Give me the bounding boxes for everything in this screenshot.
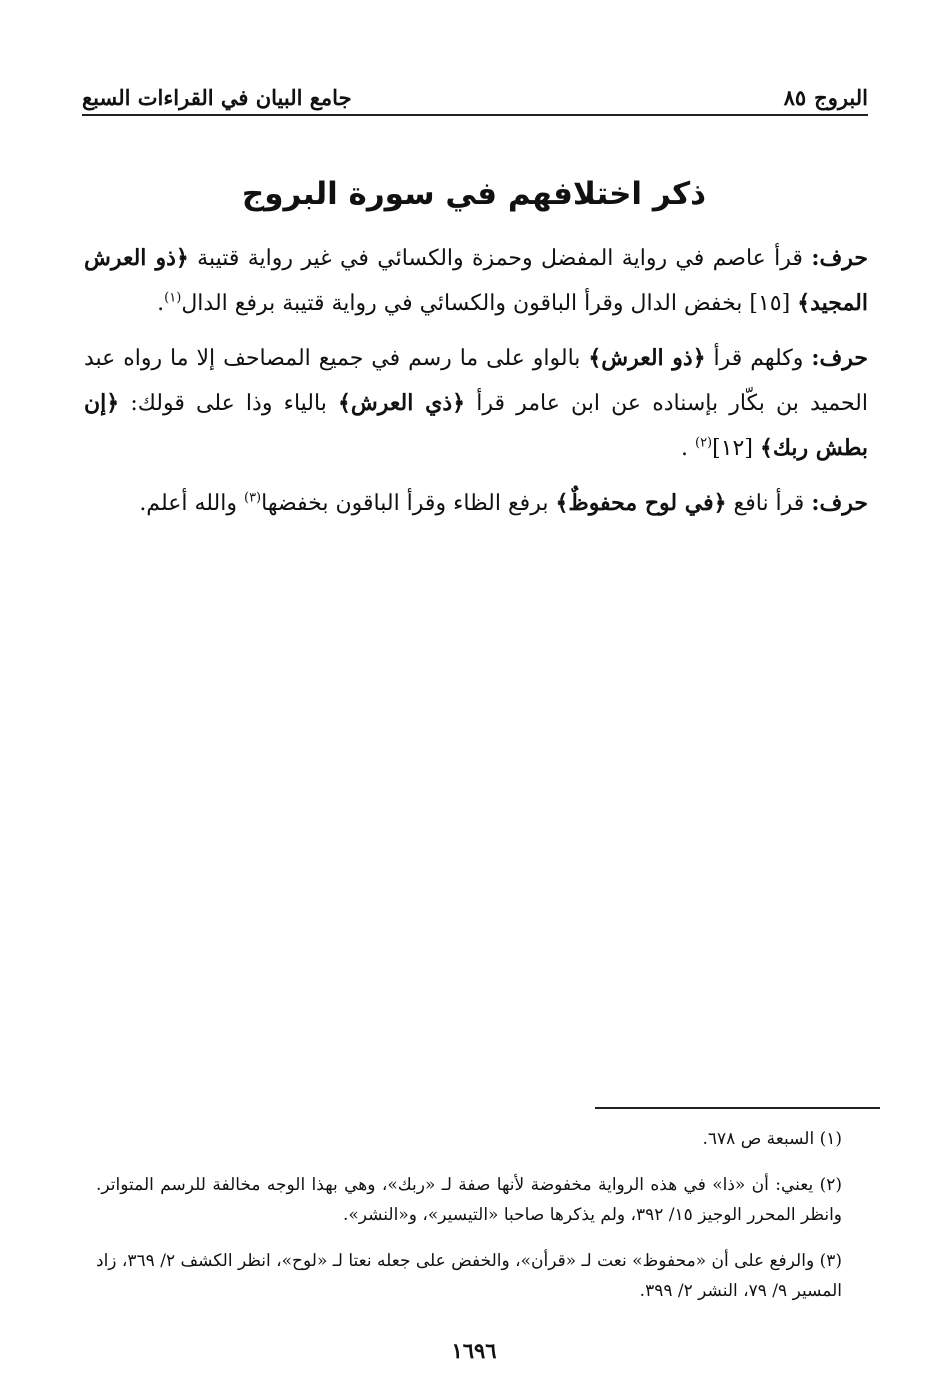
footnotes (96, 1124, 842, 1322)
header-surah-name: البروج (814, 85, 868, 110)
footnote-ref[interactable]: (٢) (694, 435, 713, 451)
paragraph-text: بالياء وذا على قولك: (119, 391, 338, 416)
paragraph-text: وكلهم قرأ (705, 346, 812, 371)
paragraph-text: . (157, 291, 165, 316)
paragraph-2 (84, 336, 868, 471)
page-number: ١٦٩٦ (451, 1338, 497, 1363)
paragraph-text: قرأ نافع (726, 491, 812, 516)
quran-quote: ﴿ذو العرش﴾ (588, 345, 706, 371)
paragraph-text: برفع الظاء وقرأ الباقون بخفضها (261, 491, 556, 516)
running-header (82, 66, 868, 116)
footnote-ref[interactable]: (٣) (243, 490, 262, 506)
footnote-divider (595, 1107, 880, 1109)
paragraph-text: [١٥] بخفض الدال وقرأ الباقون والكسائي في رواية قتيبة برفع الدال (181, 291, 798, 316)
footnote-1: (١) السبعة ص ٦٧٨. (702, 1129, 842, 1149)
quran-quote: ﴿ذي العرش﴾ (338, 390, 466, 416)
header-surah-number: ٨٥ (783, 85, 807, 110)
harf-label: حرف: (811, 345, 868, 371)
paragraph-text: بالواو على ما رسم في جميع المصاحف إلا ما رواه عبد الحميد بن بكّار بإسناده عن ابن عامر قرأ (84, 346, 868, 416)
header-book-title: جامع البيان في القراءات السبع (82, 85, 352, 110)
paragraph-text: . (680, 436, 695, 461)
header-surah (784, 85, 868, 110)
paragraph-3 (84, 481, 868, 526)
harf-label: حرف: (811, 490, 868, 516)
quran-quote: ﴿ذو العرش المجيد﴾ (84, 245, 868, 316)
footnote-3: (٣) والرفع على أن «محفوظ» نعت لـ «قرأن»، والخفض على جعله نعتا لـ «لوح»، انظر الكشف ٢/ ٣٦٩، زاد المسير ٩/ ٧٩، النشر ٢/ ٣٩٩. (96, 1251, 842, 1301)
paragraph-text: قرأ عاصم في رواية المفضل وحمزة والكسائي في غير رواية قتيبة (188, 246, 812, 271)
paragraph-text: والله أعلم. (139, 491, 244, 516)
footnote-ref[interactable]: (١) (164, 290, 182, 306)
section-title: ذكر اختلافهم في سورة البروج (241, 176, 707, 212)
main-text (84, 236, 868, 536)
footnote-2: (٢) يعني: أن «ذا» في هذه الرواية مخفوضة لأنها صفة لـ «ربك»، وهي بهذا الوجه مخالفة للرسم المتواتر. وانظر المحرر الوجيز ١٥/ ٣٩٢، ولم يذكرها صاحبا «التيسير»، و«النشر». (96, 1175, 842, 1225)
paragraph-1 (84, 236, 868, 326)
quran-quote: ﴿في لوح محفوظٌ﴾ (555, 490, 727, 516)
harf-label: حرف: (811, 245, 868, 271)
paragraph-text: [١٢] (712, 436, 760, 461)
quran-quote: ﴿إن بطش ربك﴾ (84, 390, 868, 461)
